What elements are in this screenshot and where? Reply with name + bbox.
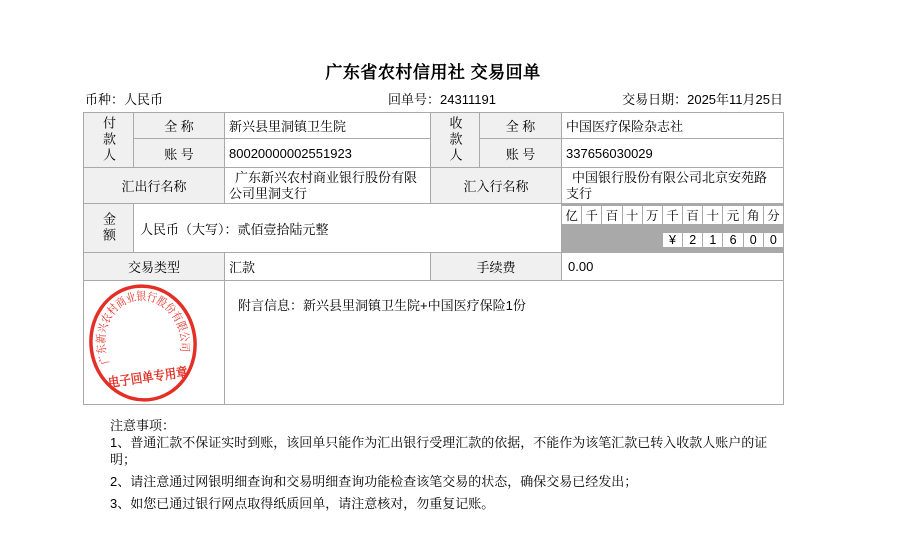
digit-value: 0 bbox=[744, 233, 763, 247]
currency-label: 币种： bbox=[85, 92, 125, 107]
seal-ring-text: 广东新兴农村商业银行股份有限公司 bbox=[95, 290, 191, 366]
payer-bank: 广东新兴农村商业银行股份有限公司里洞支行 bbox=[225, 168, 430, 203]
digit-value: 0 bbox=[764, 233, 783, 247]
date-label: 交易日期： bbox=[622, 92, 688, 107]
digit-header: 亿 bbox=[562, 206, 581, 224]
remark-cell bbox=[225, 281, 783, 404]
receipt-no-label: 回单号： bbox=[388, 92, 441, 107]
note-item: 3、如您已通过银行网点取得纸质回单，请注意核对，勿重复记账。 bbox=[110, 496, 495, 511]
page-title: 广东省农村信用社 交易回单 bbox=[325, 63, 541, 82]
receipt-no-value: 24311191 bbox=[440, 92, 496, 107]
digit-header: 十 bbox=[703, 206, 722, 224]
date-field bbox=[622, 89, 783, 108]
payer-name-label: 全 称 bbox=[134, 113, 224, 138]
payee-bank-label: 汇入行名称 bbox=[431, 168, 561, 203]
seal-bottom-text: 电子回单专用章 bbox=[107, 362, 200, 391]
digit-header: 万 bbox=[643, 206, 662, 224]
stamp-cell bbox=[84, 281, 224, 404]
digit-header: 百 bbox=[683, 206, 702, 224]
payee-account: 337656030029 bbox=[562, 139, 783, 167]
payee-account-label: 账 号 bbox=[480, 139, 561, 167]
digit-header: 十 bbox=[623, 206, 642, 224]
digit-value: 2 bbox=[683, 233, 702, 247]
transaction-type: 汇款 bbox=[225, 253, 430, 280]
payee-bank: 中国银行股份有限公司北京安苑路支行 bbox=[562, 168, 783, 203]
payee-name: 中国医疗保险杂志社 bbox=[562, 113, 783, 138]
digit-header: 元 bbox=[723, 206, 742, 224]
digit-value: 6 bbox=[723, 233, 742, 247]
fee-label: 手续费 bbox=[431, 253, 561, 280]
notes-heading: 注意事项： bbox=[110, 418, 176, 433]
fee-value: 0.00 bbox=[562, 253, 783, 280]
amount-in-words-value: 贰佰壹拾陆元整 bbox=[237, 221, 329, 237]
payer-name: 新兴县里洞镇卫生院 bbox=[225, 113, 430, 138]
payee-name-label: 全 称 bbox=[480, 113, 561, 138]
payer-section-label: 付款人 bbox=[84, 113, 133, 167]
amount-section-label: 金额 bbox=[84, 204, 133, 252]
receipt-table bbox=[83, 112, 784, 405]
note-item: 2、请注意通过网银明细查询和交易明细查询功能检查该笔交易的状态，确保交易已经发出； bbox=[110, 474, 638, 489]
digit-header: 百 bbox=[602, 206, 621, 224]
digit-header: 千 bbox=[663, 206, 682, 224]
remark-value: 新兴县里洞镇卫生院+中国医疗保险1份 bbox=[303, 298, 526, 313]
payer-account-label: 账 号 bbox=[134, 139, 224, 167]
amount-digit-grid bbox=[562, 204, 783, 252]
currency-field bbox=[85, 89, 163, 108]
remark-label: 附言信息： bbox=[238, 298, 304, 313]
amount-in-words-label: 人民币（大写）： bbox=[140, 221, 238, 237]
digit-header: 角 bbox=[744, 206, 763, 224]
transaction-type-label: 交易类型 bbox=[84, 253, 224, 280]
digit-header: 千 bbox=[582, 206, 601, 224]
payer-account: 80020000002551923 bbox=[225, 139, 430, 167]
digit-header: 分 bbox=[764, 206, 783, 224]
payer-bank-label: 汇出行名称 bbox=[84, 168, 224, 203]
digit-value: 1 bbox=[703, 233, 722, 247]
payee-section-label: 收款人 bbox=[431, 113, 479, 167]
notes-section bbox=[110, 417, 778, 517]
digit-value: ¥ bbox=[663, 233, 682, 247]
receipt-no-field bbox=[388, 89, 496, 108]
amount-in-words bbox=[134, 204, 561, 252]
currency-value: 人民币 bbox=[124, 92, 164, 107]
note-item: 1、普通汇款不保证实时到账，该回单只能作为汇出银行受理汇款的依据，不能作为该笔汇款已转入收款人账户的证明； bbox=[110, 435, 768, 467]
date-value: 2025年11月25日 bbox=[687, 92, 783, 107]
receipt-meta bbox=[83, 89, 783, 107]
